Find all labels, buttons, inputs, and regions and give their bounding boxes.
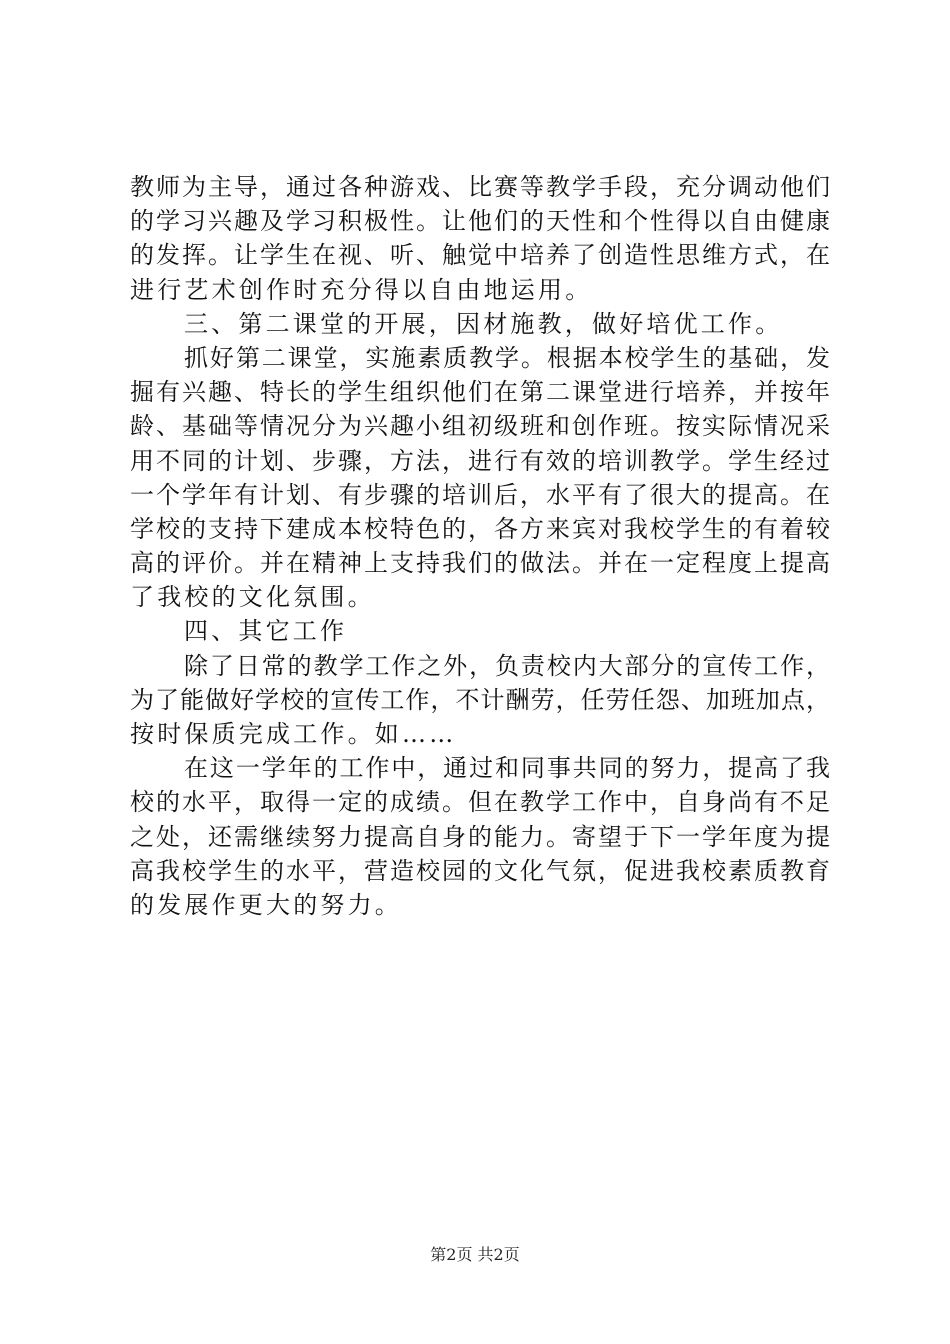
body-line: 为了能做好学校的宣传工作，不计酬劳，任劳任怨、加班加点，: [130, 685, 830, 714]
body-line: 抓好第二课堂，实施素质教学。根据本校学生的基础，发: [184, 343, 830, 372]
page-number-footer: 第2页 共2页: [430, 1245, 520, 1264]
body-line: 的学习兴趣及学习积极性。让他们的天性和个性得以自由健康: [130, 207, 830, 236]
body-line: 学校的支持下建成本校特色的，各方来宾对我校学生的有着较: [130, 514, 830, 543]
body-line: 高我校学生的水平，营造校园的文化气氛，促进我校素质教育: [130, 856, 830, 885]
body-line: 的发挥。让学生在视、听、触觉中培养了创造性思维方式，在: [130, 241, 830, 270]
body-line: 按时保质完成工作。如……: [130, 720, 457, 748]
body-line: 在这一学年的工作中，通过和同事共同的努力，提高了我: [184, 754, 830, 783]
body-line: 之处，还需继续努力提高自身的能力。寄望于下一学年度为提: [130, 822, 830, 851]
body-line: 用不同的计划、步骤，方法，进行有效的培训教学。学生经过: [130, 446, 830, 475]
body-line: 的发展作更大的努力。: [130, 890, 402, 919]
body-line: 教师为主导，通过各种游戏、比赛等教学手段，充分调动他们: [130, 173, 830, 201]
body-line: 龄、基础等情况分为兴趣小组初级班和创作班。按实际情况采: [130, 412, 830, 441]
section-heading: 三、第二课堂的开展，因材施教，做好培优工作。: [184, 309, 783, 338]
body-line: 了我校的文化氛围。: [130, 583, 375, 612]
document-body: [130, 170, 830, 922]
body-line: 掘有兴趣、特长的学生组织他们在第二课堂进行培养，并按年: [130, 378, 830, 407]
section-heading: 四、其它工作: [184, 617, 348, 646]
body-line: 除了日常的教学工作之外，负责校内大部分的宣传工作，: [184, 651, 830, 680]
body-line: 高的评价。并在精神上支持我们的做法。并在一定程度上提高: [130, 549, 830, 578]
body-line: 一个学年有计划、有步骤的培训后，水平有了很大的提高。在: [130, 480, 830, 509]
body-line: 校的水平，取得一定的成绩。但在教学工作中，自身尚有不足: [130, 788, 830, 817]
body-line: 进行艺术创作时充分得以自由地运用。: [130, 275, 593, 304]
